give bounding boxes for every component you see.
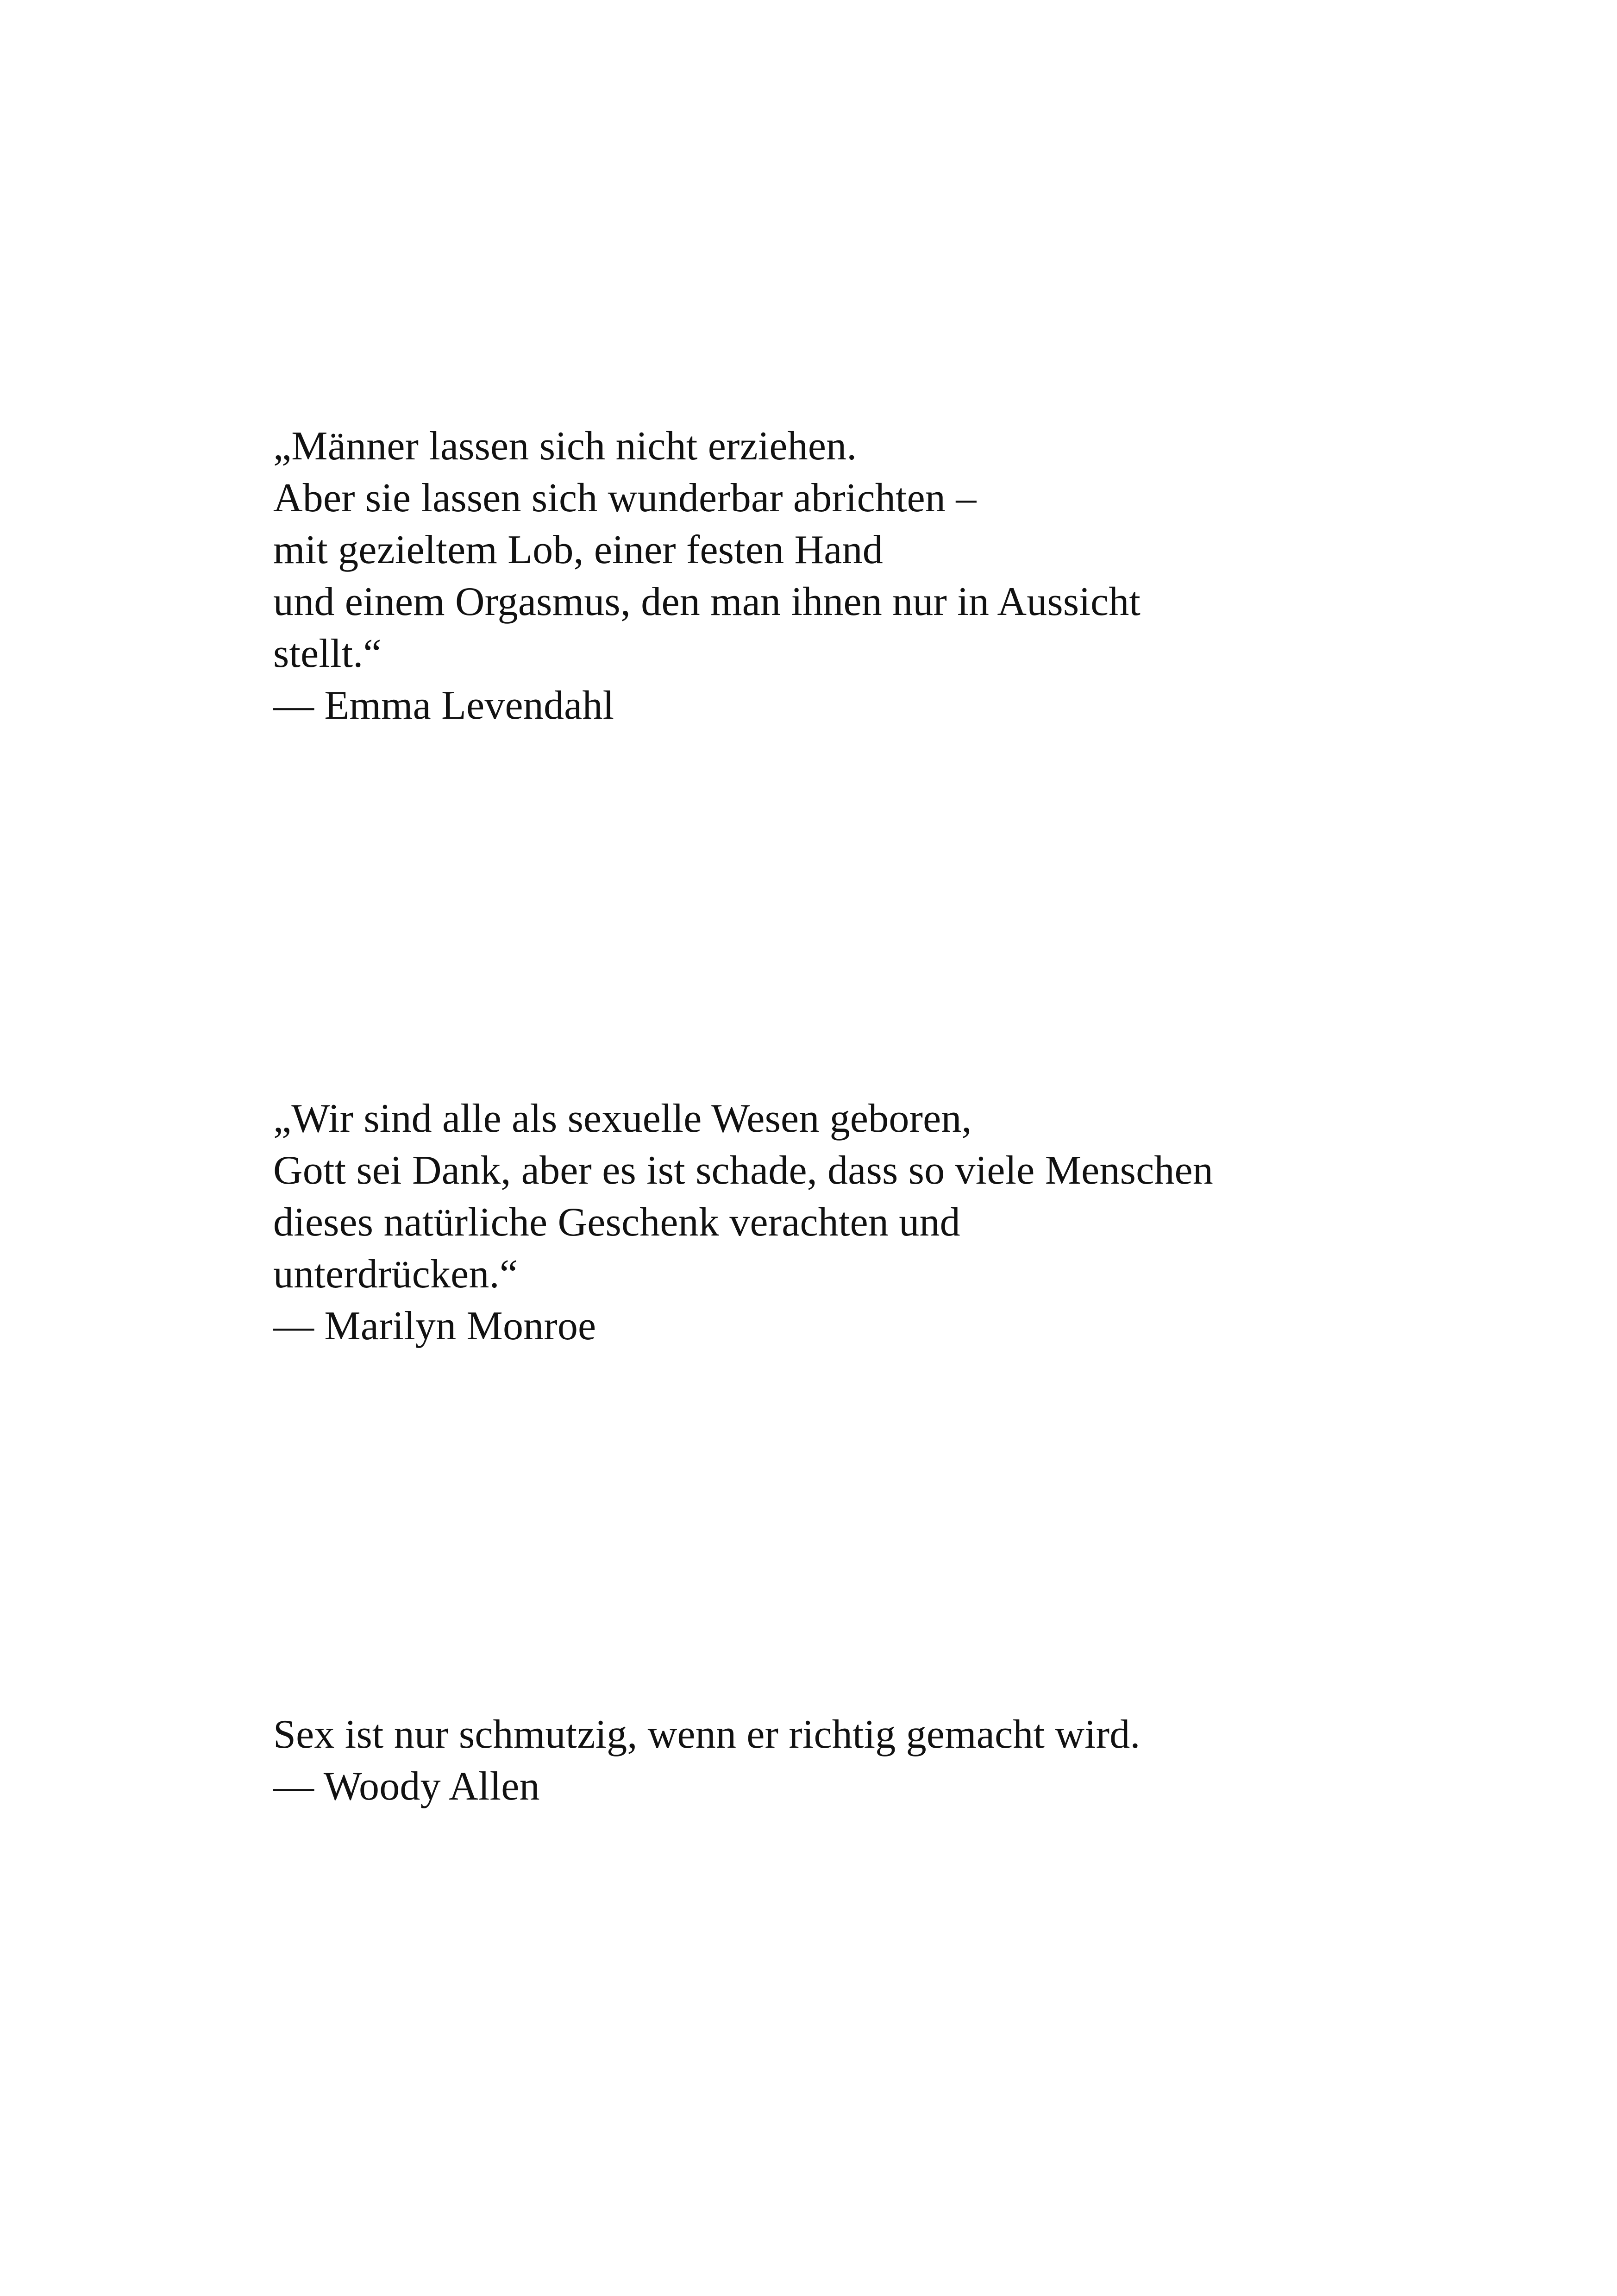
quote-block-emma-levendahl [273, 420, 1570, 732]
quote-line: „Männer lassen sich nicht erziehen. [273, 424, 857, 469]
quote-line: Aber sie lassen sich wunderbar abrichten – [273, 476, 977, 521]
quote-line: stellt.“ [273, 631, 382, 676]
quote-line: unterdrücken.“ [273, 1252, 518, 1297]
quote-line: Gott sei Dank, aber es ist schade, dass so viele Menschen [273, 1148, 1213, 1193]
quote-attribution: — Emma Levendahl [273, 683, 614, 728]
quote-attribution: — Woody Allen [273, 1764, 540, 1809]
quote-attribution: — Marilyn Monroe [273, 1304, 596, 1349]
quote-line: dieses natürliche Geschenk verachten und [273, 1200, 960, 1245]
quote-block-marilyn-monroe [273, 1093, 1570, 1352]
quote-block-woody-allen [273, 1709, 1570, 1813]
quote-line: Sex ist nur schmutzig, wenn er richtig gemacht wird. [273, 1712, 1141, 1757]
quote-line: und einem Orgasmus, den man ihnen nur in Aussicht [273, 579, 1141, 624]
quote-line: „Wir sind alle als sexuelle Wesen geboren, [273, 1096, 972, 1141]
quote-line: mit gezieltem Lob, einer festen Hand [273, 527, 883, 572]
